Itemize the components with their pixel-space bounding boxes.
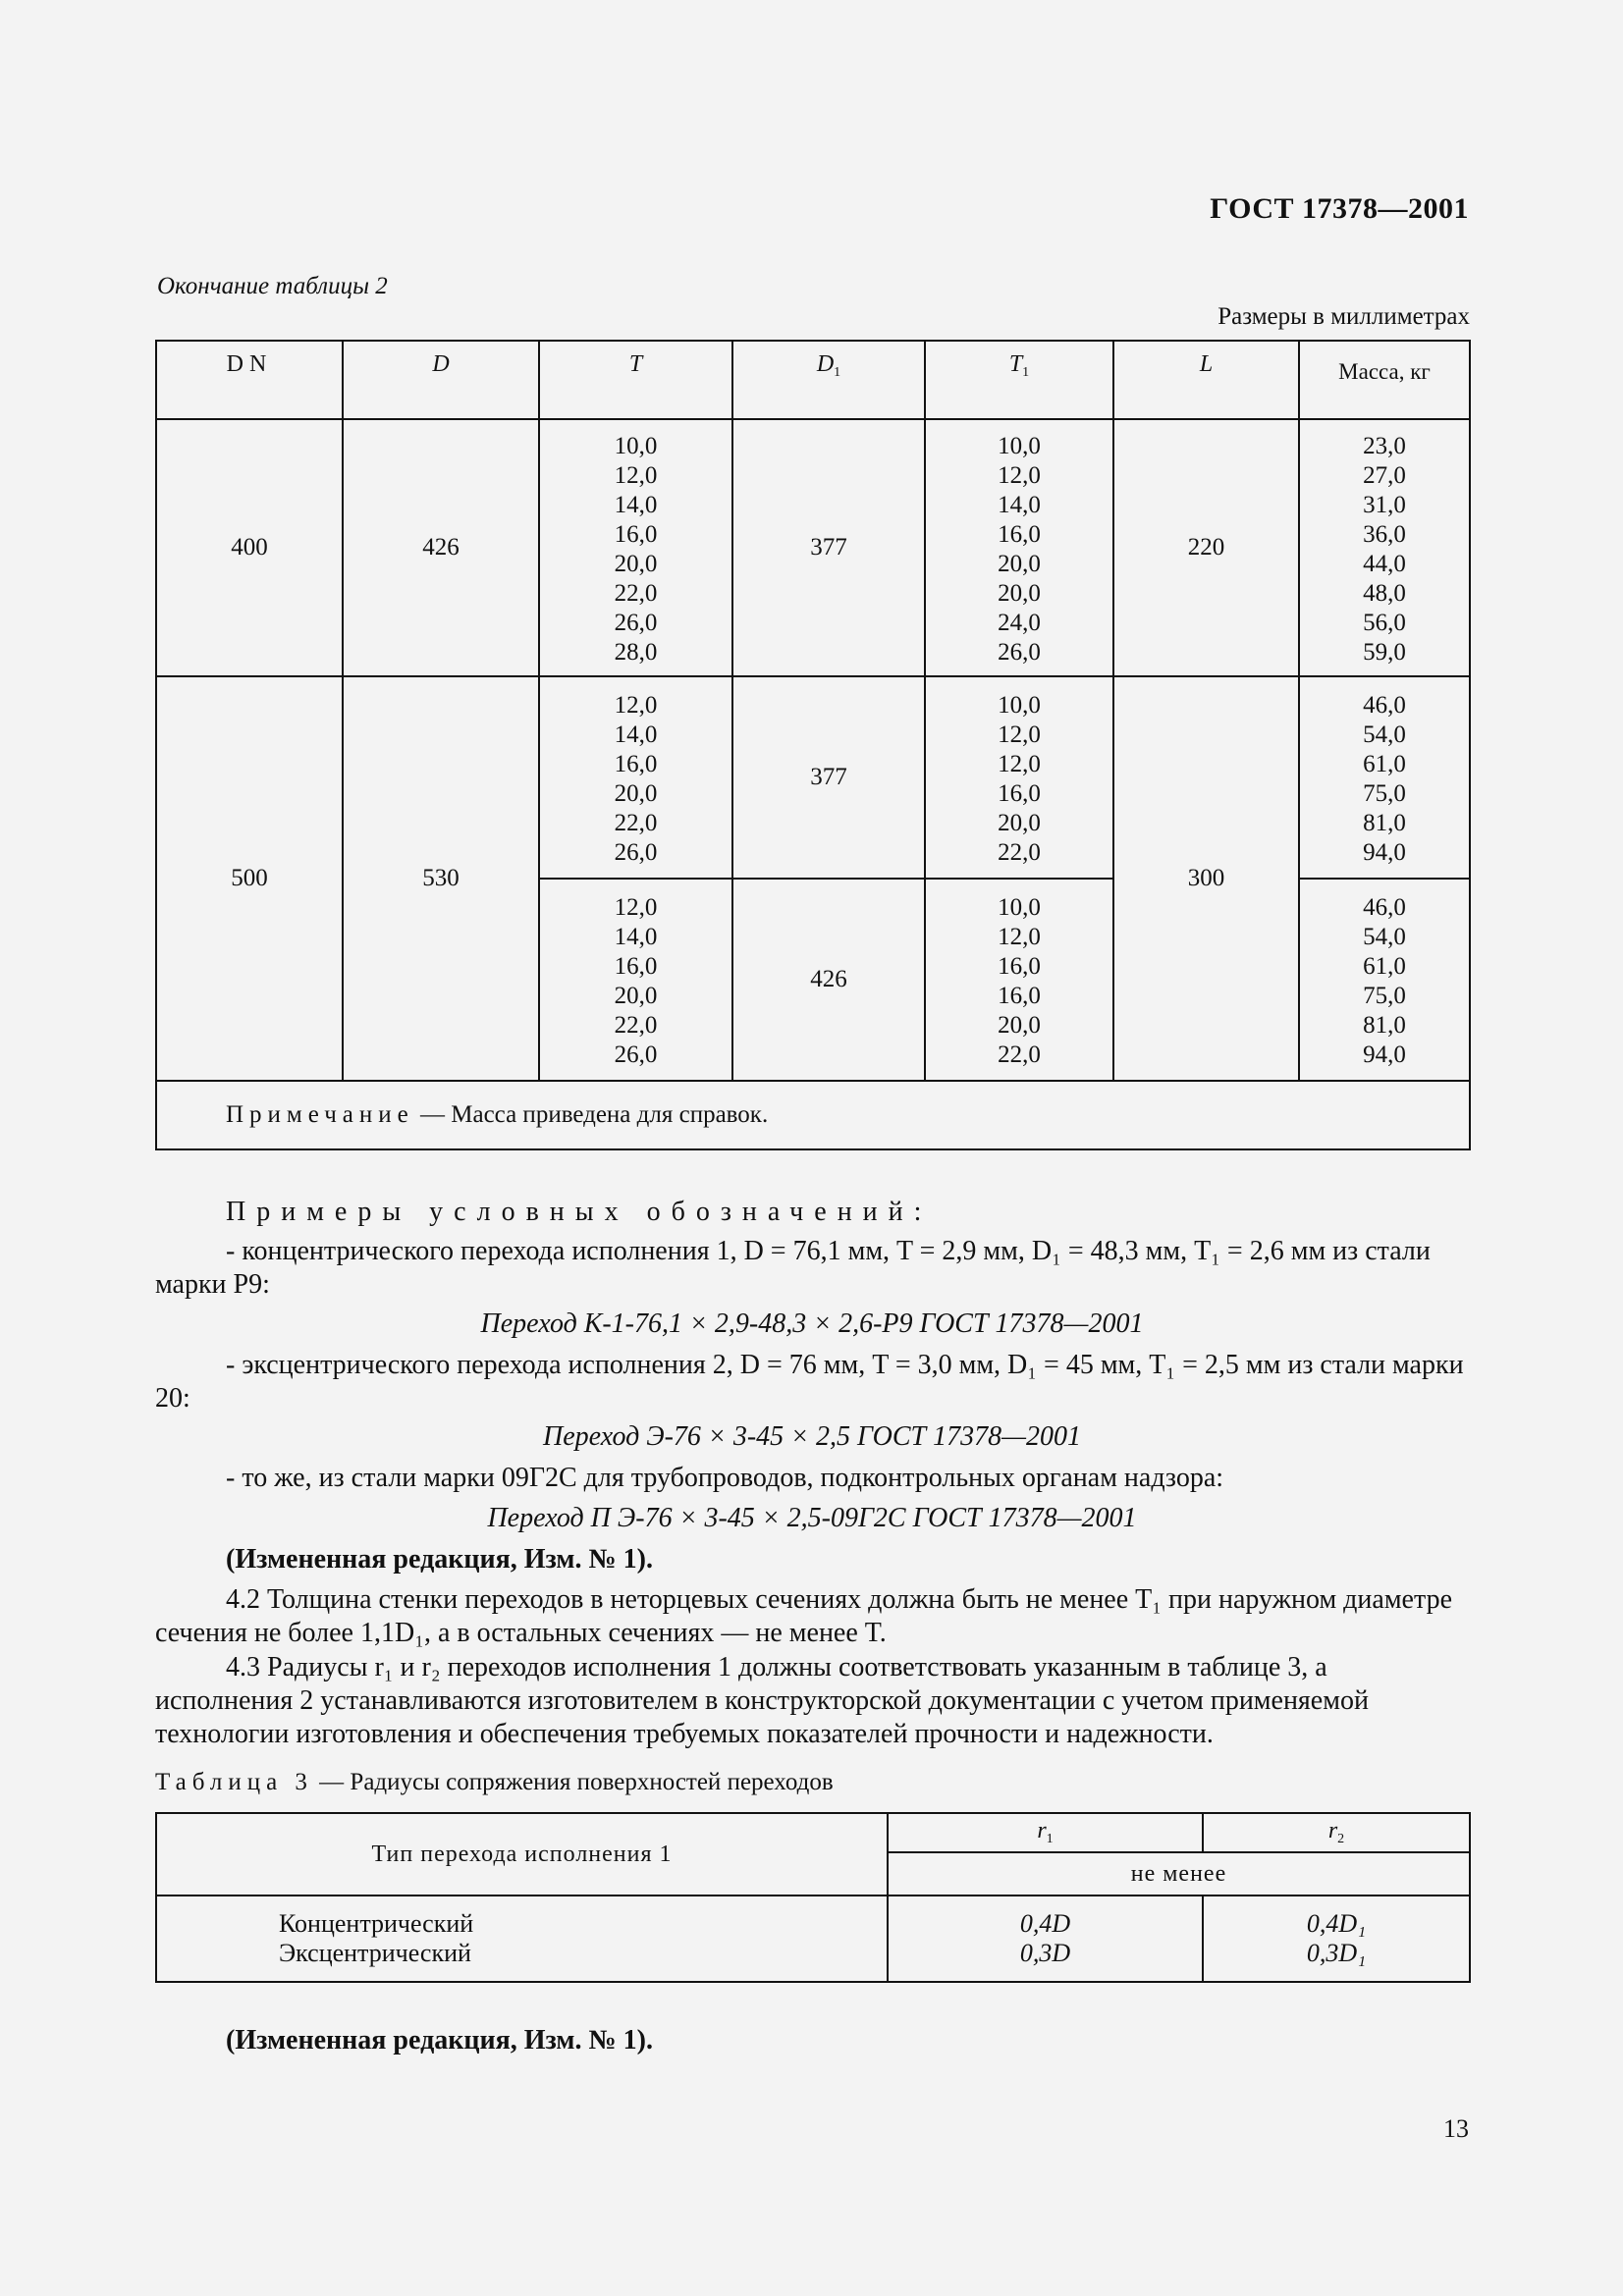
cell-l: 300	[1113, 676, 1299, 1081]
col-d1: $D_1$	[732, 341, 925, 419]
table-header-row	[156, 341, 1470, 419]
clause-4-3: 4.3 Радиусы r₁ и r₂ переходов исполнения 1 должны соответствовать указанным в таблице 3, а исполнения 2 устанавливаются изготовителем в конструкторской документации с учетом применяемой технологии изготовления и обеспечения требуемых показателей прочности и надежности.	[155, 1652, 1369, 1749]
example-3-text: - то же, из стали марки 09Г2С для трубопроводов, подконтрольных органам надзора:	[226, 1463, 1224, 1493]
col-r1: $r_1$	[888, 1813, 1203, 1852]
cell-l: 220	[1113, 419, 1299, 676]
col-dn: DN	[156, 341, 343, 419]
cell-d1: 377	[732, 676, 925, 879]
examples-title: Примеры условных обозначений:	[226, 1197, 933, 1227]
cell-mass: 46,0 54,0 61,0 75,0 81,0 94,0	[1299, 879, 1470, 1081]
table-note-row	[156, 1081, 1470, 1149]
cell-t1: 10,0 12,0 12,0 16,0 20,0 22,0	[925, 676, 1113, 879]
table-row	[156, 676, 1470, 879]
example-2-text: - эксцентрического перехода исполнения 2, D = 76 мм, T = 3,0 мм, D₁ = 45 мм, T₁ = 2,5 мм из стали марки 20:	[155, 1350, 1464, 1414]
cell-r2-values: 0,4D₁ 0,3D₁	[1203, 1896, 1470, 1982]
col-r2: $r_2$	[1203, 1813, 1470, 1852]
table-row	[156, 1896, 1470, 1982]
cell-types: Концентрический Эксцентрический	[156, 1896, 888, 1982]
cell-t: 12,0 14,0 16,0 20,0 22,0 26,0	[539, 676, 732, 879]
table2-caption: Окончание таблицы 2	[157, 273, 388, 299]
cell-t1: 10,0 12,0 16,0 16,0 20,0 22,0	[925, 879, 1113, 1081]
col-mass: Масса, кг	[1299, 341, 1470, 419]
cell-t1: 10,0 12,0 14,0 16,0 20,0 20,0 24,0 26,0	[925, 419, 1113, 676]
cell-dn: 400	[156, 419, 343, 676]
page-number: 13	[1443, 2114, 1469, 2143]
cell-dn: 500	[156, 676, 343, 1081]
cell-t: 12,0 14,0 16,0 20,0 22,0 26,0	[539, 879, 732, 1081]
cell-d: 530	[343, 676, 539, 1081]
table-3	[155, 1812, 1471, 1983]
col-t1: $T_1$	[925, 341, 1113, 419]
example-2-designation: Переход Э-76 × 3-45 × 2,5 ГОСТ 17378—2001	[543, 1421, 1081, 1452]
col-type: Тип перехода исполнения 1	[156, 1813, 888, 1896]
cell-r1-values: 0,4D 0,3D	[888, 1896, 1203, 1982]
table-header-row	[156, 1813, 1470, 1852]
cell-mass: 46,0 54,0 61,0 75,0 81,0 94,0	[1299, 676, 1470, 879]
col-l: L	[1113, 341, 1299, 419]
table-note: Примечание — Масса приведена для справок.	[156, 1081, 1470, 1149]
table-row	[156, 419, 1470, 676]
example-1-designation: Переход К-1-76,1 × 2,9-48,3 × 2,6-Р9 ГОСТ 17378—2001	[480, 1308, 1144, 1339]
col-t: T	[539, 341, 732, 419]
table2-units: Размеры в миллиметрах	[1217, 303, 1470, 330]
example-3-designation: Переход П Э-76 × 3-45 × 2,5-09Г2С ГОСТ 17378—2001	[487, 1503, 1137, 1533]
col-d: D	[343, 341, 539, 419]
cell-mass: 23,0 27,0 31,0 36,0 44,0 48,0 56,0 59,0	[1299, 419, 1470, 676]
table3-caption: Таблица 3 — Радиусы сопряжения поверхностей переходов	[155, 1769, 834, 1795]
cell-d: 426	[343, 419, 539, 676]
table-2	[155, 340, 1471, 1150]
footer-revision-note: (Измененная редакция, Изм. № 1).	[226, 2025, 653, 2056]
clause-4-2: 4.2 Толщина стенки переходов в неторцевых сечениях должна быть не менее T₁ при наружном диаметре сечения не более 1,1D₁, а в остальных сечениях — не менее T.	[155, 1584, 1452, 1648]
standard-code: ГОСТ 17378—2001	[1210, 192, 1469, 225]
cell-d1: 426	[732, 879, 925, 1081]
example-1-text: - концентрического перехода исполнения 1, D = 76,1 мм, T = 2,9 мм, D₁ = 48,3 мм, T₁ = 2,6 мм из стали марки Р9:	[155, 1236, 1431, 1300]
cell-t: 10,0 12,0 14,0 16,0 20,0 22,0 26,0 28,0	[539, 419, 732, 676]
cell-d1: 377	[732, 419, 925, 676]
revision-note: (Измененная редакция, Изм. № 1).	[226, 1544, 653, 1575]
min-label: не менее	[888, 1852, 1470, 1896]
